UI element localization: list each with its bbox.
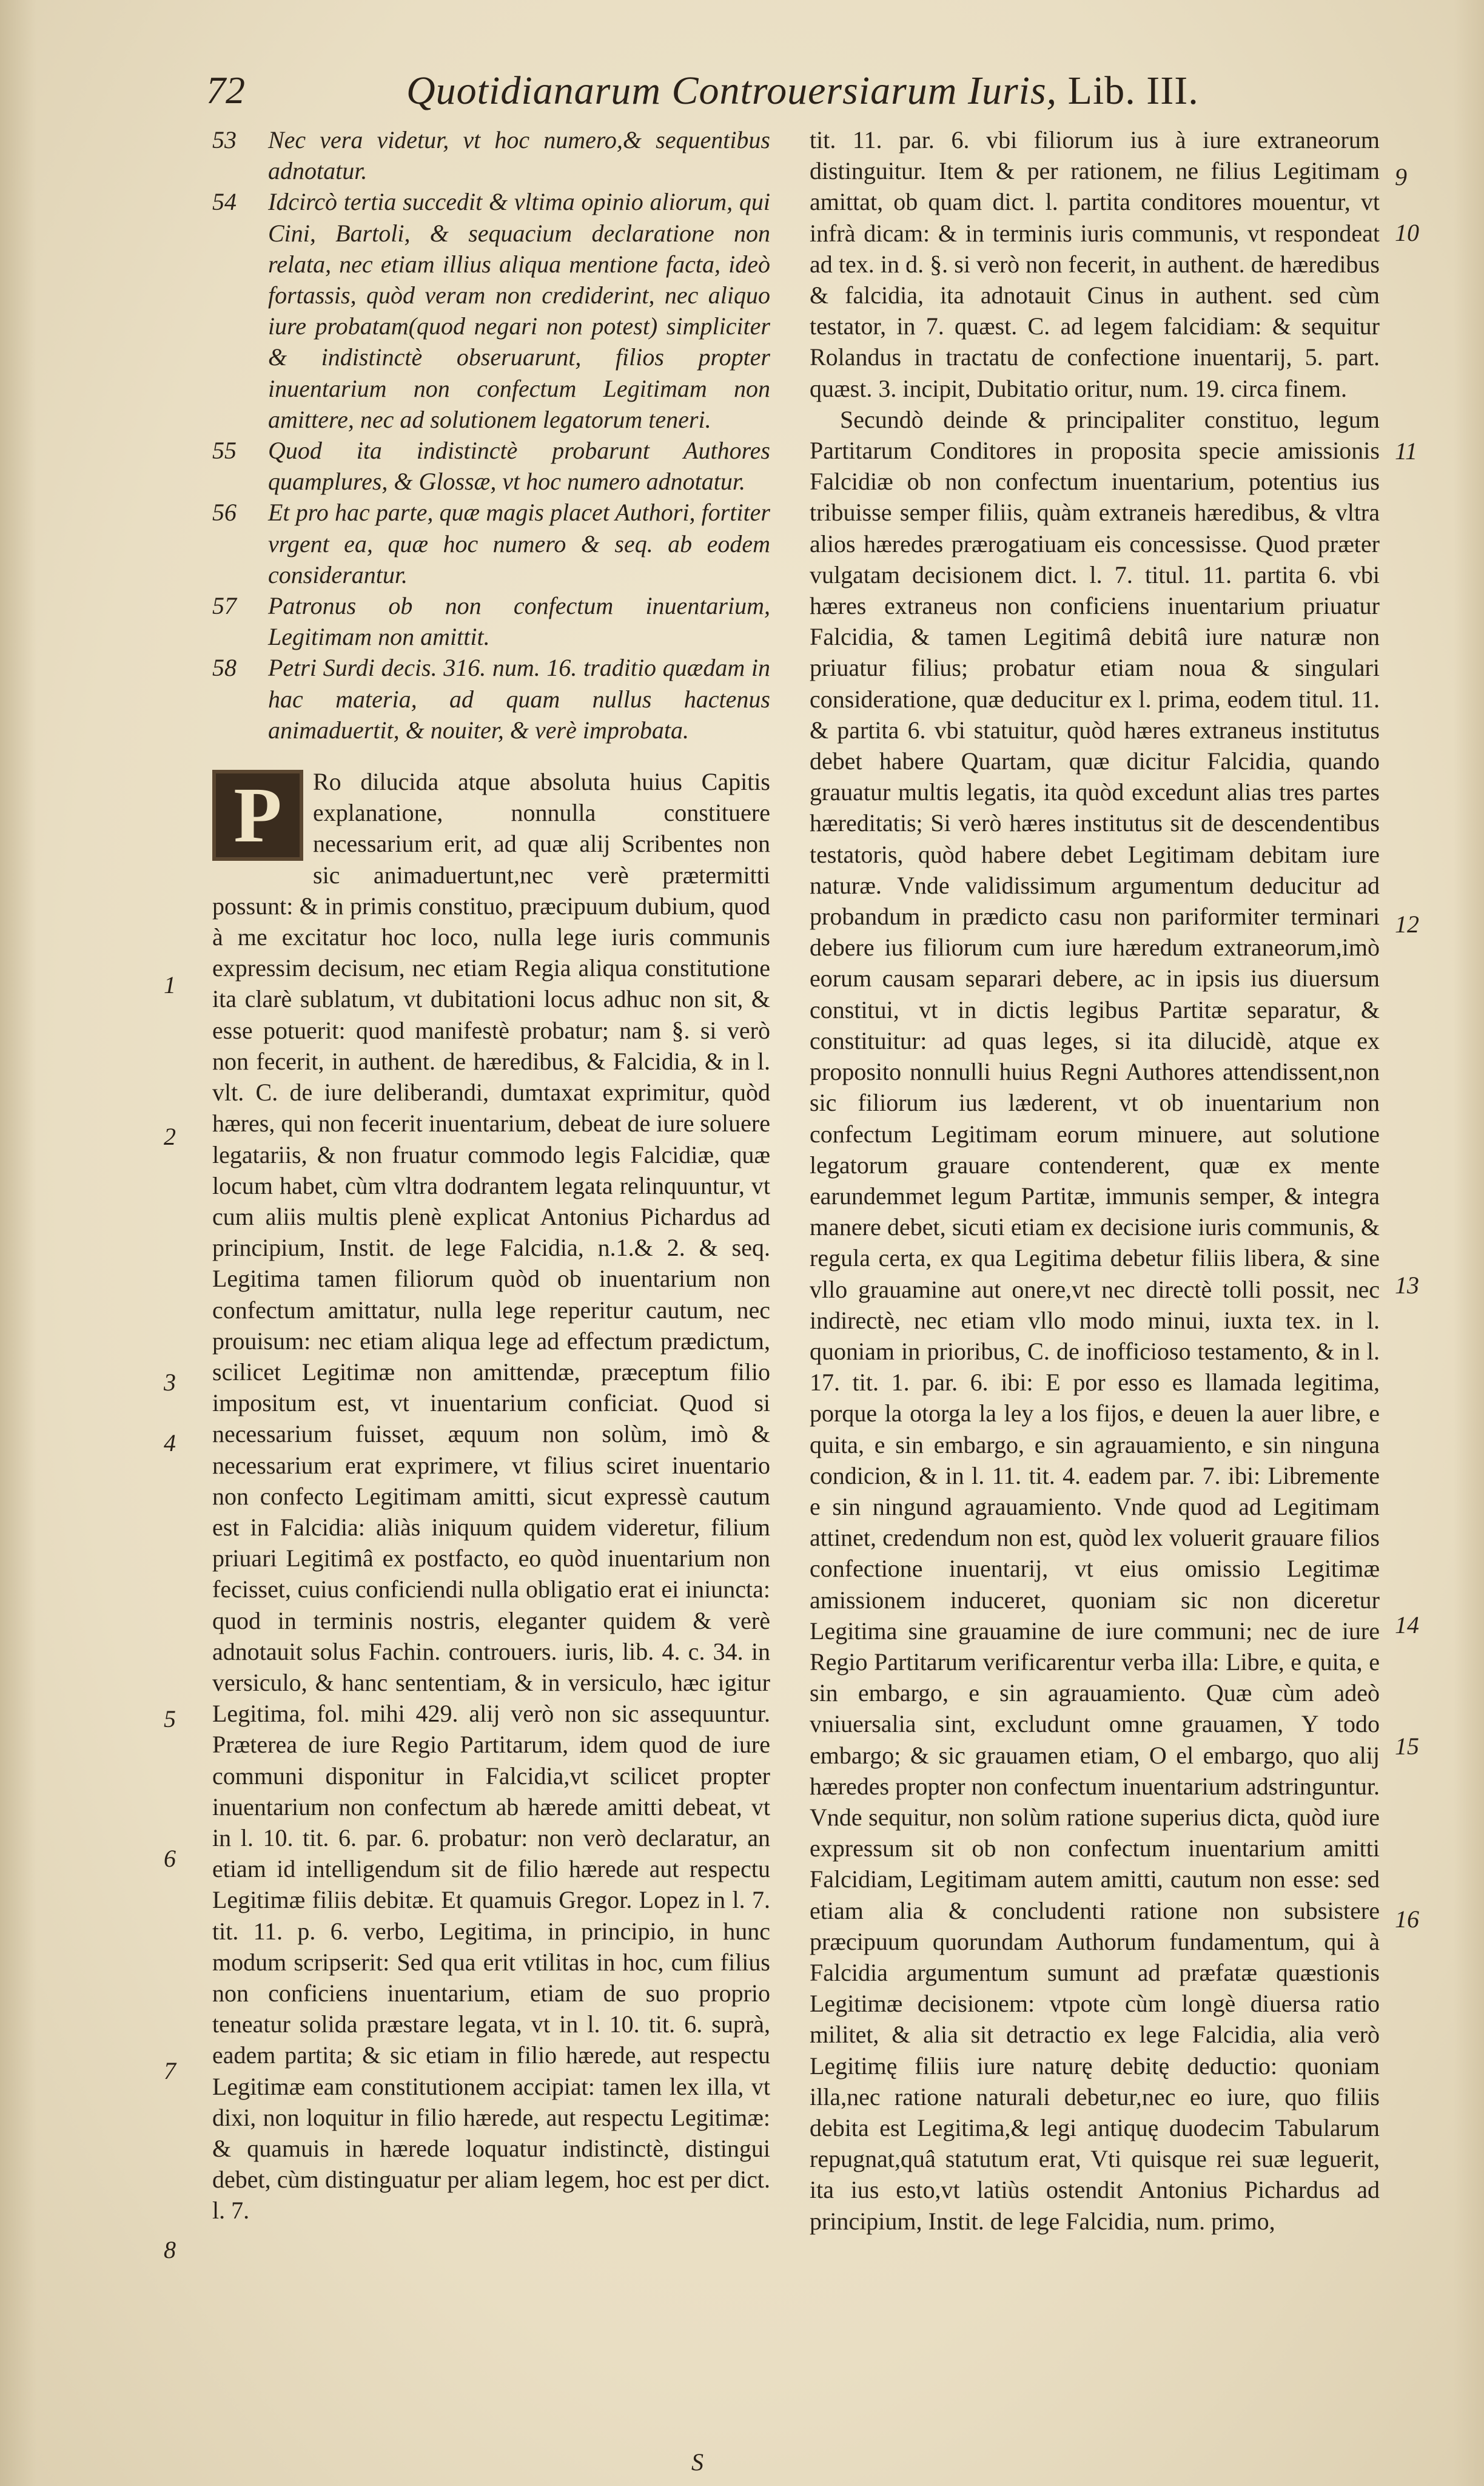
margin-number: 15	[1395, 1733, 1419, 1760]
book-number: Lib. III.	[1067, 69, 1199, 113]
summary-number: 54	[212, 188, 237, 216]
page-header	[206, 68, 1225, 123]
summary-number: 56	[212, 499, 237, 527]
summary-number: 57	[212, 592, 237, 620]
summary-text: Patronus ob non confectum inuentarium, Legitimam non amittit.	[268, 592, 770, 651]
margin-number: 6	[164, 1845, 176, 1872]
summary-text: Quod ita indistinctè probarunt Authores quamplures, & Glossæ, vt hoc numero adnotatur.	[268, 437, 770, 496]
margin-number: 7	[164, 2057, 176, 2084]
summary-list	[212, 124, 770, 746]
summary-text: Idcircò tertia succedit & vltima opinio aliorum, qui Cini, Bartoli, & sequacium declaratione non relata, nec etiam illius aliqua mentione facta, ideò fortassis, quòd veram non crediderint, nec aliquo iure probatam(quod negari non potest) simpliciter & indistinctè obseruarunt, filios propter inuentarium non confectum Legitimam non amittere, nec ad solutionem legatorum teneri.	[268, 188, 770, 433]
margin-number: 16	[1395, 1905, 1419, 1933]
summary-number: 53	[212, 126, 237, 153]
summary-item	[212, 497, 770, 590]
summary-item	[212, 590, 770, 652]
margin-number: 10	[1395, 219, 1419, 246]
summary-item	[212, 435, 770, 497]
margin-number: 3	[164, 1369, 176, 1396]
margin-number: 2	[164, 1123, 176, 1150]
running-title	[406, 68, 1199, 114]
summary-number: 58	[212, 654, 237, 682]
summary-item	[212, 652, 770, 746]
page-number: 72	[206, 69, 245, 112]
body-paragraph: Secundò deinde & principaliter constituo, legum Partitarum Conditores in proposita specie amissionis Falcidiæ ob non confectum inuentarium, potentius ius tribuisse semper filiis, quàm extraneis hæredibus, & vltra alios hæredes prærogatiuam eis concessisse. Quod præter vulgatam decisionem dict. l. 7. titul. 11. partita 6. vbi hæres extraneus non conficiens inuentarium priuatur Falcidia, & tamen Legitimâ debitâ iure naturæ non priuatur filius; probatur etiam noua & singulari consideratione, quæ deducitur ex l. prima, eodem titul. 11. & partita 6. vbi statuitur, quòd hæres extraneus institutus debet habere Quartam, quæ dicitur Falcidia, quando grauatur multis legatis, ita quòd excedunt alias tres partes hæreditatis; Si verò hæres institutus sit de descendentibus testatoris, quòd habere debet Legitimam debitam iure naturæ. Vnde validissimum argumentum deducitur ad probandum in prædicto casu non pariformiter terminari debere ius filiorum cum iure hæredum extraneorum,imò eorum causam separari debere, ac in ipsis ius diuersum constitui, vt in dictis legibus Partitæ separatur, & constituitur: ad quas leges, si ita dilucidè, atque ex proposito nonnulli huius Regni Authores attendissent,non sic filiorum ius læderent, vt ob inuentarium non confectum Legitimam eorum minuere, aut solutione legatorum grauare contenderent, quæ ex mente earundemmet legum Partitæ, immunis semper, & integra manere debet, sicuti etiam ex decisione iuris communis, & regula certa, ex qua Legitima debetur filiis libera, & sine vllo grauamine aut onere,vt nec directè tolli possit, nec indirectè, nec etiam vllo modo minui, iuxta tex. in l. quoniam in prioribus, C. de inofficioso testamento, & in l. 17. tit. 1. par. 6. ibi: E por esso es llamada legitima, porque la otorga la ley a los fijos, e deuen la auer libre, e quita, e sin embargo, e sin agrauamiento, e sin ninguna condicion, & in l. 11. tit. 4. eadem par. 7. ibi: Libremente e sin ningund agrauamiento. Vnde quod ad Legitimam attinet, credendum non est, quòd lex voluerit grauare filios confectione inuentarij, vt eius omissio Legitimæ amissionem induceret, quoniam sic non diceretur Legitima sine grauamine de iure communi; nec de iure Regio Partitarum verificarentur verba illa: Libre, e quita, e sin embargo, e sin agrauamiento. Quæ cùm adeò vniuersalia sint, excludunt omne grauamen, Y todo embargo; & sic grauamen etiam, O el embargo, quo alij hæredes propter non confectum inuentarium adstringuntur. Vnde sequitur, non solùm ratione superius dicta, quòd iure expressum sit ob non confectum inuentarium amitti Falcidiam, Legitimam autem amitti, cautum non esse: sed etiam alia & concludenti ratione non subsistere præcipuum quorundam Authorum fundamentum, qui à Falcidia argumentum sumunt ad præfatæ quæstionis Legitimæ decisionem: vtpote cùm longè diuersa ratio militet, & alia sit detractio ex lege Falcidia, alia verò Legitimę filiis iure naturę debitę deductio: quoniam illa,nec ratione naturali debetur,nec eo iure, quo filiis debita est Legitima,& legi antiquę duodecim Tabularum repugnat,quâ statutum erat, Vti quisque rei suæ leguerit, ita ius esto,vt latiùs ostendit Antonius Pichardus ad principium, Instit. de lege Falcidia, num. primo,	[810, 405, 1380, 2235]
summary-item	[212, 124, 770, 186]
summary-text: Et pro hac parte, quæ magis placet Authori, fortiter vrgent ea, quæ hoc numero & seq. ab eodem considerantur.	[268, 499, 770, 588]
summary-text: Nec vera videtur, vt hoc numero,& sequentibus adnotatur.	[268, 126, 770, 185]
margin-number: 5	[164, 1705, 176, 1733]
margin-number: 9	[1395, 163, 1407, 190]
signature-mark: S	[691, 2448, 703, 2476]
page-edge-shadow-right	[1454, 0, 1484, 2486]
body-paragraph: Ro dilucida atque absoluta huius Capitis explanatione, nonnulla constituere necessarium erit, ad quæ alij Scribentes non sic animaduertunt,nec verè prætermitti possunt: & in primis constituo, præcipuum dubium, quod à me excitatur hoc loco, nulla lege iuris communis expressim decisum, nec etiam Regia aliqua constitutione ita clarè sublatum, vt dubitationi locus adhuc non sit, & esse potuerit: quod manifestè probatur; nam §. si verò non fecerit, in authent. de hæredibus, & Falcidia, & in l. vlt. C. de iure deliberandi, dumtaxat exprimitur, quòd hæres, qui non fecerit inuentarium, debeat de iure soluere legatariis, & non fruatur commodo legis Falcidiæ, quæ locum habet, cùm vltra dodrantem legata relinquuntur, vt cum aliis multis plenè explicat Antonius Pichardus ad principium, Instit. de lege Falcidia, n.1.& 2. & seq. Legitima tamen filiorum quòd ob inuentarium non confectum amittatur, nulla lege reperitur cautum, nec prouisum: nec etiam aliqua lege ad effectum prædictum, scilicet Legitimæ non amittendæ, præceptum filio impositum est, vt inuentarium conficiat. Quod si necessarium fuisset, æquum non solùm, imò & necessarium erat exprimere, vt filius sciret inuentario non confecto Legitimam amitti, sicut expressè cautum est in Falcidia: aliàs iniquum quidem videretur, filium priuari Legitimâ ex postfacto, eo quòd inuentarium non fecisset, cuius conficiendi nulla obligatio erat ei iniuncta: quod in terminis nostris, eleganter quidem & verè adnotauit solus Fachin. controuers. iuris, lib. 4. c. 34. in versiculo, & hanc sententiam, & in versiculo, hæc igitur Legitima, fol. mihi 429. alij verò non sic assequuntur. Præterea de iure Regio Partitarum, idem quod de iure communi disponitur in Falcidia,vt scilicet propter inuentarium non confectum ab hærede amitti debeat, vt in l. 10. tit. 6. par. 6. probatur: non verò declaratur, an etiam id intelligendum sit de filio hærede aut respectu Legitimæ filiis debitæ. Et quamuis Gregor. Lopez in l. 7. tit. 11. p. 6. verbo, Legitima, in principio, in hunc modum scripserit: Sed qua erit vtilitas in hoc, cum filius non conficiens inuentarium, etiam de suo proprio teneatur solida præstare legata, vt in l. 10. tit. 6. suprà, eadem partita; & sic etiam in filio hærede, aut respectu Legitimæ eam constitutionem accipiat: tamen lex illa, vt dixi, non loquitur in filio hærede, aut respectu Legitimæ: & quamuis in hærede loquatur indistinctè, distingui debet, cùm distinguatur per aliam legem, hoc est per dict. l. 7.	[212, 768, 770, 2225]
margin-number: 11	[1395, 437, 1418, 465]
margin-number: 12	[1395, 911, 1419, 938]
summary-number: 55	[212, 437, 237, 465]
page-edge-shadow-left	[0, 0, 36, 2486]
right-column	[810, 124, 1380, 2237]
margin-number: 14	[1395, 1611, 1419, 1639]
left-column	[212, 124, 770, 2226]
decorated-initial: P	[212, 770, 303, 861]
summary-item	[212, 186, 770, 435]
chapter-body-left	[212, 766, 770, 2226]
margin-number: 13	[1395, 1272, 1419, 1299]
running-title-text: Quotidianarum Controuersiarum Iuris,	[406, 69, 1058, 113]
summary-text: Petri Surdi decis. 316. num. 16. traditio quædam in hac materia, ad quam nullus hactenus animaduertit, & nouiter, & verè improbata.	[268, 654, 770, 744]
margin-number: 1	[164, 971, 176, 999]
margin-number: 8	[164, 2236, 176, 2263]
margin-number: 4	[164, 1429, 176, 1457]
body-paragraph: tit. 11. par. 6. vbi filiorum ius à iure extraneorum distinguitur. Item & per rationem, ne filius Legitimam amittat, ob quam dict. l. partita conditores mouentur, vt infrà dicam: & in terminis iuris communis, vt respondeat ad tex. in d. §. si verò non fecerit, in authent. de hæredibus & falcidia, ita adnotauit Cinus in authent. sed cùm testator, in 7. quæst. C. ad legem falcidiam: & sequitur Rolandus in tractatu de confectione inuentarij, 5. part. quæst. 3. incipit, Dubitatio oritur, num. 19. circa finem.	[810, 126, 1380, 402]
